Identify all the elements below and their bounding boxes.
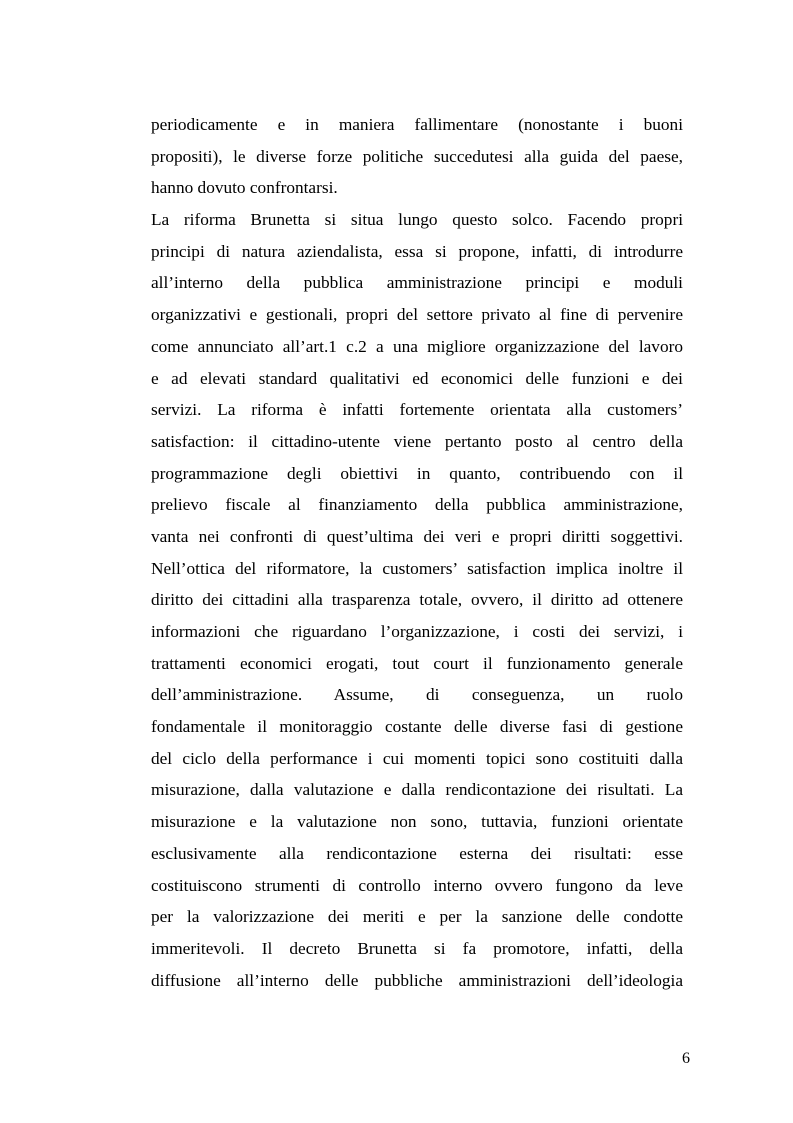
text-line: La riforma Brunetta si situa lungo questo solco. Facendo propri [151, 210, 683, 230]
text-line: organizzativi e gestionali, propri del settore privato al fine di pervenire [151, 305, 683, 325]
text-line: fondamentale il monitoraggio costante delle diverse fasi di gestione [151, 717, 683, 737]
text-line: hanno dovuto confrontarsi. [151, 178, 338, 198]
text-line: diritto dei cittadini alla trasparenza totale, ovvero, il diritto ad ottenere [151, 590, 683, 610]
text-line: diffusione all’interno delle pubbliche amministrazioni dell’ideologia [151, 970, 683, 990]
page-number: 6 [682, 1050, 690, 1067]
text-line: come annunciato all’art.1 c.2 a una migliore organizzazione del lavoro [151, 336, 683, 356]
text-line: misurazione, dalla valutazione e dalla rendicontazione dei risultati. La [151, 780, 683, 800]
text-line: propositi), le diverse forze politiche succedutesi alla guida del paese, [151, 146, 683, 166]
text-line: prelievo fiscale al finanziamento della pubblica amministrazione, [151, 495, 683, 515]
text-line: per la valorizzazione dei meriti e per la sanzione delle condotte [151, 907, 683, 927]
body-text [151, 109, 683, 996]
text-line: programmazione degli obiettivi in quanto, contribuendo con il [151, 463, 683, 483]
text-line: esclusivamente alla rendicontazione esterna dei risultati: esse [151, 843, 683, 863]
text-line: satisfaction: il cittadino-utente viene pertanto posto al centro della [151, 431, 683, 451]
text-line: periodicamente e in maniera fallimentare (nonostante i buoni [151, 115, 683, 134]
text-line: misurazione e la valutazione non sono, tuttavia, funzioni orientate [151, 812, 683, 832]
text-line: all’interno della pubblica amministrazione principi e moduli [151, 273, 683, 293]
text-line: e ad elevati standard qualitativi ed economici delle funzioni e dei [151, 368, 683, 388]
text-line: principi di natura aziendalista, essa si propone, infatti, di introdurre [151, 241, 683, 261]
text-line: Nell’ottica del riformatore, la customers’ satisfaction implica inoltre il [151, 558, 683, 578]
text-line: dell’amministrazione. Assume, di conseguenza, un ruolo [151, 685, 683, 705]
text-line: del ciclo della performance i cui momenti topici sono costituiti dalla [151, 748, 683, 768]
text-line: servizi. La riforma è infatti fortemente orientata alla customers’ [151, 400, 683, 420]
text-line: trattamenti economici erogati, tout court il funzionamento generale [151, 653, 683, 673]
text-line: immeritevoli. Il decreto Brunetta si fa promotore, infatti, della [151, 938, 683, 958]
text-line: informazioni che riguardano l’organizzazione, i costi dei servizi, i [151, 622, 683, 641]
text-line: vanta nei confronti di quest’ultima dei veri e propri diritti soggettivi. [151, 526, 683, 546]
text-line: costituiscono strumenti di controllo interno ovvero fungono da leve [151, 875, 683, 895]
